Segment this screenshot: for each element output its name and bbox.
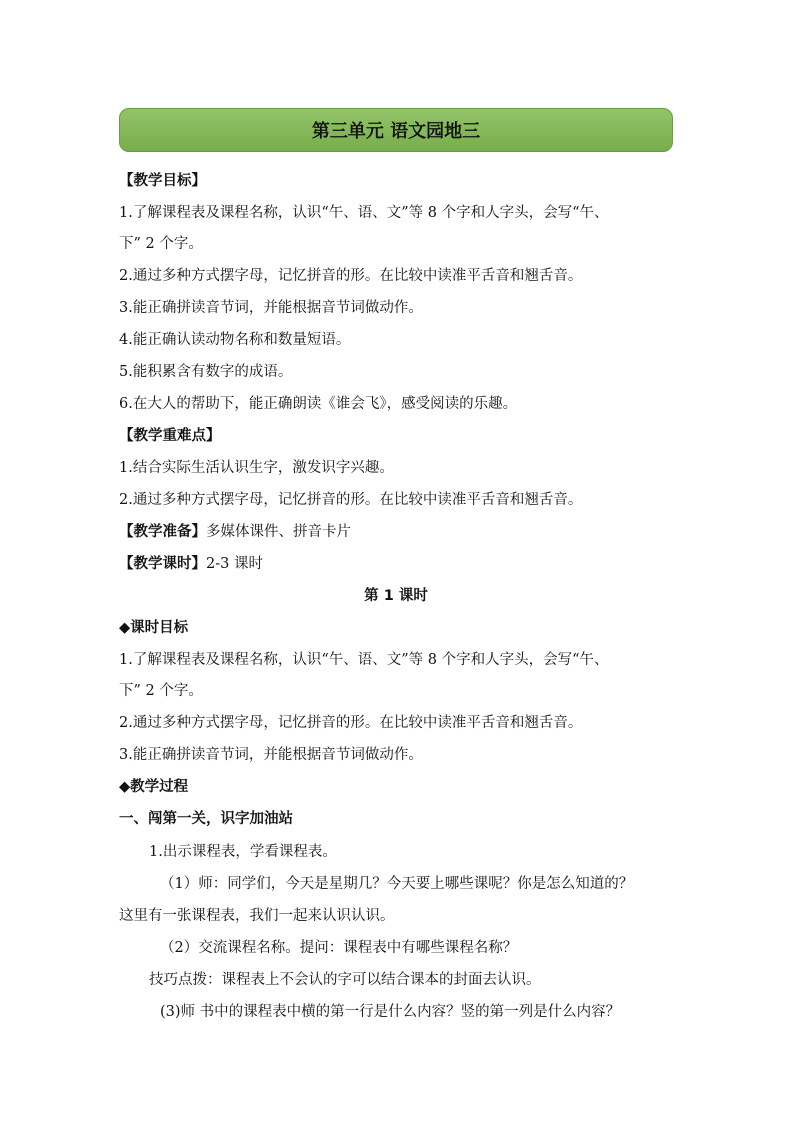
hours-label: 【教学课时】	[119, 556, 206, 572]
objective-item: 3.能正确拼读音节词，并能根据音节词做动作。	[119, 300, 423, 316]
objective-item: 1.了解课程表及课程名称，认识“午、语、文”等 8 个字和人字头，会写“午、	[119, 205, 609, 221]
objective-item: 2.通过多种方式摆字母，记忆拼音的形。在比较中读准平舌音和翘舌音。	[119, 268, 583, 284]
title-banner	[119, 108, 673, 152]
step-text: 1.出示课程表，学看课程表。	[149, 844, 337, 860]
objectives-heading: 【教学目标】	[119, 173, 206, 189]
lesson-goal-item: 1.了解课程表及课程名称，认识“午、语、文”等 8 个字和人字头，会写“午、	[119, 652, 609, 668]
section-heading: 一、闯第一关，识字加油站	[119, 811, 293, 827]
lesson-goal-item: 下” 2 个字。	[119, 683, 203, 699]
paragraph: (3)师 书中的课程表中横的第一行是什么内容？竖的第一列是什么内容？	[160, 1004, 621, 1020]
preparation-value: 多媒体课件、拼音卡片	[206, 524, 351, 540]
objective-item: 下” 2 个字。	[119, 236, 203, 252]
tip-text: 技巧点拨：课程表上不会认的字可以结合课本的封面去认识。	[149, 972, 541, 988]
key-point-item: 1.结合实际生活认识生字，激发识字兴趣。	[119, 460, 394, 476]
preparation-label: 【教学准备】	[119, 524, 206, 540]
paragraph: （2）交流课程名称。提问：课程表中有哪些课程名称？	[160, 940, 518, 956]
paragraph: （1）师：同学们，今天是星期几？今天要上哪些课呢？你是怎么知道的？	[160, 876, 634, 892]
page-title: 第三单元 语文园地三	[311, 121, 481, 142]
objective-item: 5.能积累含有数字的成语。	[119, 364, 293, 380]
lesson-goals-heading: ◆课时目标	[119, 620, 189, 636]
hours-row	[119, 554, 263, 574]
lesson-title: 第 1 课时	[364, 588, 428, 604]
hours-value: 2-3 课时	[206, 556, 263, 572]
paragraph: 这里有一张课程表，我们一起来认识认识。	[119, 908, 395, 924]
preparation-row	[119, 522, 351, 542]
key-point-item: 2.通过多种方式摆字母，记忆拼音的形。在比较中读准平舌音和翘舌音。	[119, 492, 583, 508]
key-points-heading: 【教学重难点】	[119, 428, 221, 444]
process-heading: ◆教学过程	[119, 779, 189, 795]
lesson-goal-item: 2.通过多种方式摆字母，记忆拼音的形。在比较中读准平舌音和翘舌音。	[119, 715, 583, 731]
objective-item: 6.在大人的帮助下，能正确朗读《谁会飞》，感受阅读的乐趣。	[119, 396, 518, 412]
objective-item: 4.能正确认读动物名称和数量短语。	[119, 332, 351, 348]
lesson-goal-item: 3.能正确拼读音节词，并能根据音节词做动作。	[119, 747, 423, 763]
